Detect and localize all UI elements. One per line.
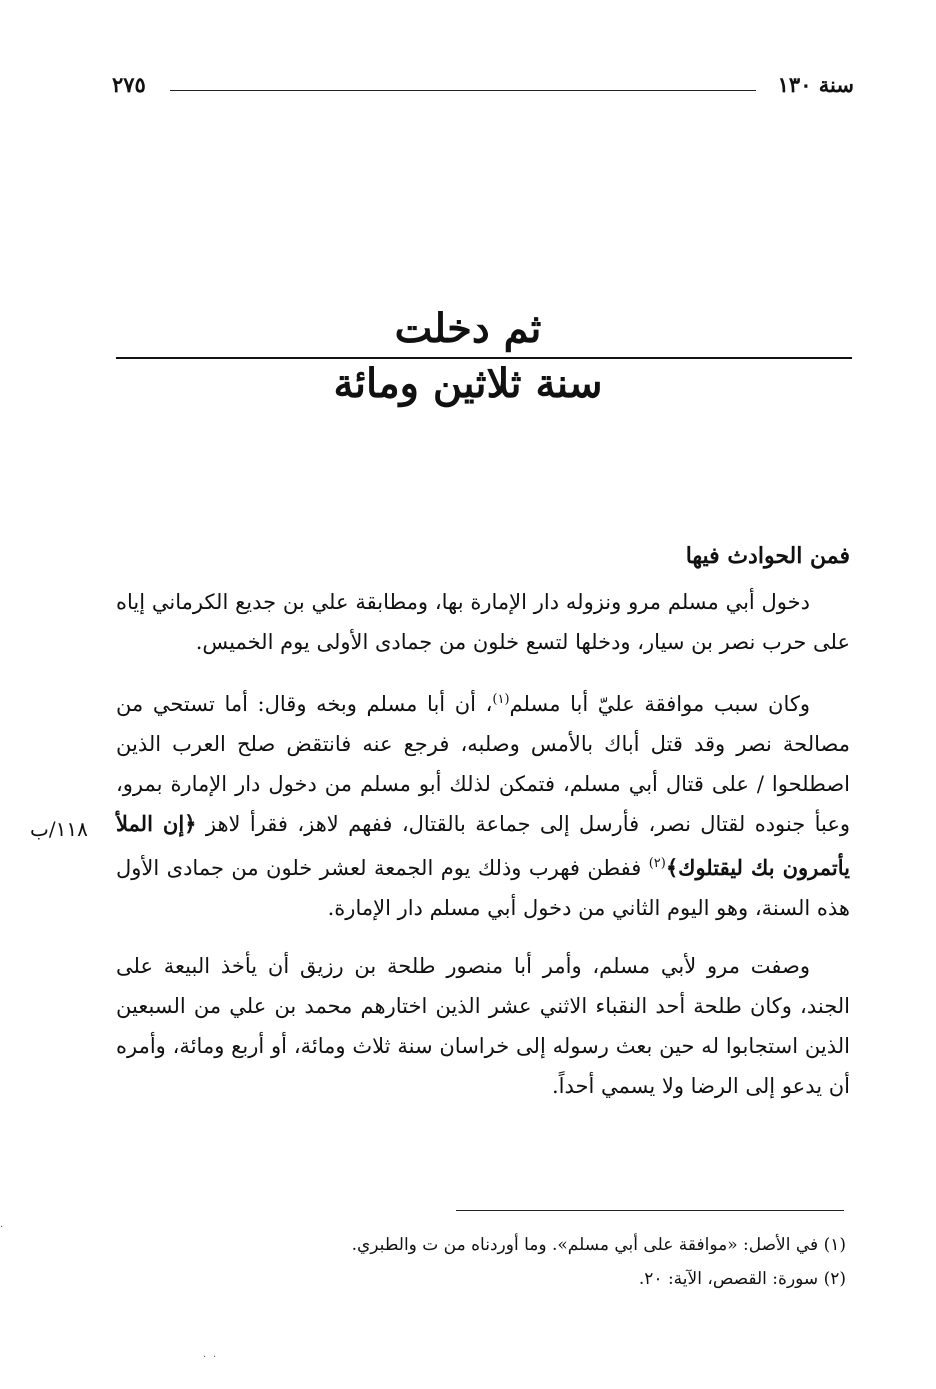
page-number: ٢٧٥	[112, 72, 146, 97]
paragraph-3	[116, 946, 850, 1106]
chapter-title-line-2: سنة ثلاثين ومائة	[333, 360, 603, 407]
footnotes	[116, 1228, 846, 1296]
chapter-title-line-1: ثم دخلت	[394, 305, 542, 352]
scan-speck: ·	[213, 1352, 217, 1363]
scan-speck: ·	[0, 1222, 4, 1233]
manuscript-folio-note: ١١٨/ب	[30, 817, 88, 841]
footnote-rule	[456, 1210, 844, 1211]
title-rule	[116, 357, 852, 359]
scan-speck: ·	[203, 1352, 207, 1363]
quran-quote: ﴿إن الملأ يأتمرون بك ليقتلوك﴾	[116, 811, 850, 880]
running-head	[112, 72, 854, 102]
paragraph-2	[116, 680, 850, 928]
paragraph-3-text: وصفت مرو لأبي مسلم، وأمر أبا منصور طلحة بن رزيق أن يأخذ البيعة على الجند، وكان طلحة أحد النقباء الاثني عشر الذين اختارهم محمد بن علي من السبعين الذين استجابوا له حين بعث رسوله إلى خراسان سنة ثلاث ومائة، أو أربع ومائة، وأمره أن يدعو إلى الرضا ولا يسمي أحداً.	[116, 954, 850, 1098]
section-heading: فمن الحوادث فيها	[685, 543, 850, 569]
paragraph-1-text: دخول أبي مسلم مرو ونزوله دار الإمارة بها، ومطابقة علي بن جديع الكرماني إياه على حرب نصر بن سيار، ودخلها لتسع خلون من جمادى الأولى يوم الخميس.	[116, 590, 850, 654]
paragraph-1	[116, 582, 850, 662]
footnote-ref-1: (١)	[492, 692, 510, 707]
paragraph-2-text-b: ، أن أبا مسلم وبخه وقال: أما تستحي من مصالحة نصر وقد قتل أباك بالأمس وصلبه، فرجع عنه فانتقض صلح العرب الذين اصطلحوا / على قتال أبي مسلم، فتمكن لذلك أبو مسلم من دخول دار الإمارة بمرو، وعبأ جنوده لقتال نصر، فأرسل إلى جماعة بالقتال، ففهم لاهز، فقرأ لاهز	[116, 692, 850, 836]
paragraph-2-text-a: وكان سبب موافقة عليّ أبا مسلم	[509, 692, 810, 716]
body-text	[116, 536, 850, 1124]
header-rule	[170, 90, 756, 91]
running-title: سنة ١٣٠	[777, 72, 854, 97]
footnote-2: (٢) سورة: القصص، الآية: ٢٠.	[638, 1269, 846, 1289]
paragraph-2-text-c: ففطن فهرب وذلك يوم الجمعة لعشر خلون من جمادى الأول هذه السنة، وهو اليوم الثاني من دخول أبي مسلم دار الإمارة.	[116, 856, 850, 920]
footnote-1: (١) في الأصل: «موافقة على أبي مسلم». وما أوردناه من ت والطبري.	[351, 1235, 846, 1255]
footnote-ref-2: (٢)	[648, 856, 666, 871]
